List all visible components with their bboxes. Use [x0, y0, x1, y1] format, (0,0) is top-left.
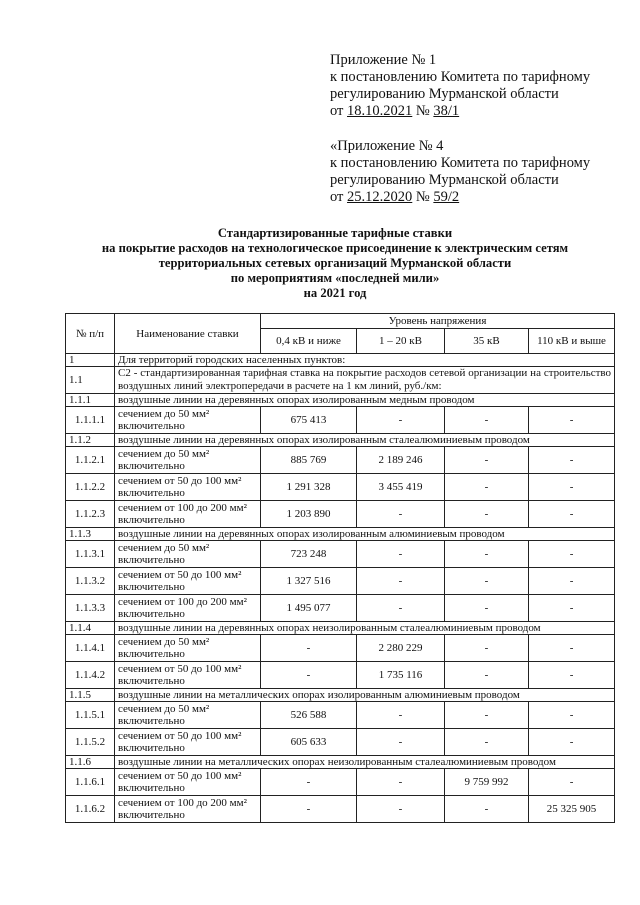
- decree-date: 25.12.2020: [347, 189, 413, 205]
- decree-number: 59/2: [433, 189, 460, 205]
- group-title: воздушные линии на металлических опорах изолированным алюминиевым проводом: [115, 689, 615, 702]
- row-number: 1.1.1: [66, 394, 115, 407]
- row-number: 1.1.3.3: [66, 595, 115, 622]
- appendix-line: к постановлению Комитета по тарифному: [330, 155, 591, 171]
- row-number: 1.1.3.1: [66, 541, 115, 568]
- value-35kv: -: [445, 407, 529, 434]
- value-35kv: -: [445, 501, 529, 528]
- row-number: 1.1.3.2: [66, 568, 115, 595]
- value-110kv: -: [529, 729, 615, 756]
- rate-name: сечением от 100 до 200 мм² включительно: [115, 595, 261, 622]
- value-35kv: 9 759 992: [445, 769, 529, 796]
- number-prefix: №: [412, 189, 434, 205]
- value-0-4kv: 1 291 328: [261, 474, 357, 501]
- appendix-title: «Приложение № 4: [330, 138, 444, 154]
- row-number: 1.1.2.2: [66, 474, 115, 501]
- value-0-4kv: -: [261, 635, 357, 662]
- value-35kv: -: [445, 447, 529, 474]
- value-1-20kv: -: [357, 796, 445, 823]
- value-1-20kv: -: [357, 407, 445, 434]
- header-voltage-35kv: 35 кВ: [445, 329, 529, 354]
- number-prefix: №: [412, 103, 434, 119]
- header-voltage-0-4kv: 0,4 кВ и ниже: [261, 329, 357, 354]
- table-row: [66, 796, 615, 823]
- value-1-20kv: -: [357, 595, 445, 622]
- row-number: 1.1.4: [66, 622, 115, 635]
- header-number: № п/п: [66, 314, 115, 354]
- group-title: воздушные линии на металлических опорах неизолированным сталеалюминиевым проводом: [115, 756, 615, 769]
- value-35kv: -: [445, 729, 529, 756]
- table-row: [66, 702, 615, 729]
- rate-name: сечением до 50 мм² включительно: [115, 447, 261, 474]
- value-35kv: -: [445, 474, 529, 501]
- row-number: 1.1.2.1: [66, 447, 115, 474]
- value-0-4kv: 675 413: [261, 407, 357, 434]
- appendix-header-2: [330, 138, 590, 206]
- value-35kv: -: [445, 568, 529, 595]
- rate-name: сечением от 50 до 100 мм² включительно: [115, 662, 261, 689]
- appendix-date-line: [330, 103, 590, 120]
- title-line: по мероприятиям «последней мили»: [230, 271, 440, 285]
- row-number: 1.1.2.3: [66, 501, 115, 528]
- rate-name: сечением от 100 до 200 мм² включительно: [115, 501, 261, 528]
- rate-name: сечением от 50 до 100 мм² включительно: [115, 769, 261, 796]
- row-number: 1.1.5.1: [66, 702, 115, 729]
- rate-name: сечением до 50 мм² включительно: [115, 541, 261, 568]
- table-row: [66, 407, 615, 434]
- value-35kv: -: [445, 595, 529, 622]
- value-1-20kv: 1 735 116: [357, 662, 445, 689]
- group-row: [66, 528, 615, 541]
- group-row: [66, 622, 615, 635]
- value-35kv: -: [445, 702, 529, 729]
- row-number: 1.1.5.2: [66, 729, 115, 756]
- rate-definition-text: С2 - стандартизированная тарифная ставка на покрытие расходов сетевой организации на строительство воздушных линий электропередачи в расчете на 1 км линий, руб./км:: [115, 367, 615, 394]
- table-row: [66, 541, 615, 568]
- appendix-line: регулированию Мурманской области: [330, 172, 559, 188]
- rate-definition-row: [66, 367, 615, 394]
- section-title: Для территорий городских населенных пунктов:: [115, 354, 615, 367]
- appendix-title: Приложение № 1: [330, 52, 437, 68]
- value-1-20kv: -: [357, 568, 445, 595]
- value-110kv: -: [529, 474, 615, 501]
- group-row: [66, 394, 615, 407]
- group-row: [66, 756, 615, 769]
- table-row: [66, 769, 615, 796]
- row-number: 1.1.3: [66, 528, 115, 541]
- document-title: [60, 226, 610, 301]
- value-35kv: -: [445, 662, 529, 689]
- group-row: [66, 689, 615, 702]
- rate-name: сечением от 50 до 100 мм² включительно: [115, 729, 261, 756]
- value-1-20kv: -: [357, 541, 445, 568]
- value-1-20kv: 2 280 229: [357, 635, 445, 662]
- value-0-4kv: 526 588: [261, 702, 357, 729]
- group-title: воздушные линии на деревянных опорах изолированным сталеалюминиевым проводом: [115, 434, 615, 447]
- header-voltage-1-20kv: 1 – 20 кВ: [357, 329, 445, 354]
- rate-name: сечением от 50 до 100 мм² включительно: [115, 474, 261, 501]
- value-110kv: -: [529, 635, 615, 662]
- header-rate-name: Наименование ставки: [115, 314, 261, 354]
- appendix-line: к постановлению Комитета по тарифному: [330, 69, 591, 85]
- row-number: 1.1.1.1: [66, 407, 115, 434]
- header-voltage-110kv: 110 кВ и выше: [529, 329, 615, 354]
- rate-name: сечением до 50 мм² включительно: [115, 635, 261, 662]
- value-110kv: 25 325 905: [529, 796, 615, 823]
- table-row: [66, 729, 615, 756]
- value-0-4kv: 1 203 890: [261, 501, 357, 528]
- header-voltage-level: Уровень напряжения: [261, 314, 615, 329]
- rate-name: сечением до 50 мм² включительно: [115, 407, 261, 434]
- date-prefix: от: [330, 103, 348, 119]
- value-110kv: -: [529, 702, 615, 729]
- title-line: Стандартизированные тарифные ставки: [217, 226, 453, 240]
- value-35kv: -: [445, 635, 529, 662]
- row-number: 1.1.6.2: [66, 796, 115, 823]
- title-line: на покрытие расходов на технологическое присоединение к электрическим сетям: [101, 241, 569, 255]
- value-0-4kv: 723 248: [261, 541, 357, 568]
- section-row: [66, 354, 615, 367]
- value-0-4kv: 605 633: [261, 729, 357, 756]
- value-110kv: -: [529, 568, 615, 595]
- row-number: 1.1.6: [66, 756, 115, 769]
- row-number: 1.1.4.2: [66, 662, 115, 689]
- date-prefix: от: [330, 189, 348, 205]
- group-title: воздушные линии на деревянных опорах неизолированным сталеалюминиевым проводом: [115, 622, 615, 635]
- value-1-20kv: -: [357, 729, 445, 756]
- value-0-4kv: -: [261, 769, 357, 796]
- value-1-20kv: -: [357, 702, 445, 729]
- appendix-date-line: [330, 189, 590, 206]
- row-number: 1.1: [66, 367, 115, 394]
- value-0-4kv: 1 327 516: [261, 568, 357, 595]
- group-row: [66, 434, 615, 447]
- value-1-20kv: -: [357, 769, 445, 796]
- table-row: [66, 595, 615, 622]
- table-row: [66, 474, 615, 501]
- rate-name: сечением от 50 до 100 мм² включительно: [115, 568, 261, 595]
- value-110kv: -: [529, 407, 615, 434]
- value-110kv: -: [529, 447, 615, 474]
- group-title: воздушные линии на деревянных опорах изолированным алюминиевым проводом: [115, 528, 615, 541]
- value-1-20kv: 2 189 246: [357, 447, 445, 474]
- row-number: 1.1.6.1: [66, 769, 115, 796]
- rate-name: сечением от 100 до 200 мм² включительно: [115, 796, 261, 823]
- table-row: [66, 635, 615, 662]
- group-title: воздушные линии на деревянных опорах изолированным медным проводом: [115, 394, 615, 407]
- table-row: [66, 501, 615, 528]
- value-35kv: -: [445, 796, 529, 823]
- value-110kv: -: [529, 769, 615, 796]
- value-0-4kv: 1 495 077: [261, 595, 357, 622]
- value-35kv: -: [445, 541, 529, 568]
- decree-date: 18.10.2021: [347, 103, 413, 119]
- rate-name: сечением до 50 мм² включительно: [115, 702, 261, 729]
- row-number: 1.1.2: [66, 434, 115, 447]
- appendix-line: регулированию Мурманской области: [330, 86, 559, 102]
- value-1-20kv: -: [357, 501, 445, 528]
- value-0-4kv: -: [261, 796, 357, 823]
- row-number: 1: [66, 354, 115, 367]
- value-110kv: -: [529, 501, 615, 528]
- title-line: на 2021 год: [303, 286, 367, 300]
- row-number: 1.1.5: [66, 689, 115, 702]
- row-number: 1.1.4.1: [66, 635, 115, 662]
- tariff-rates-table: [65, 313, 615, 823]
- table-row: [66, 662, 615, 689]
- decree-number: 38/1: [433, 103, 460, 119]
- value-110kv: -: [529, 662, 615, 689]
- appendix-header-1: [330, 52, 590, 120]
- value-1-20kv: 3 455 419: [357, 474, 445, 501]
- value-0-4kv: -: [261, 662, 357, 689]
- value-110kv: -: [529, 595, 615, 622]
- table-row: [66, 447, 615, 474]
- table-row: [66, 568, 615, 595]
- value-0-4kv: 885 769: [261, 447, 357, 474]
- title-line: территориальных сетевых организаций Мурманской области: [158, 256, 512, 270]
- value-110kv: -: [529, 541, 615, 568]
